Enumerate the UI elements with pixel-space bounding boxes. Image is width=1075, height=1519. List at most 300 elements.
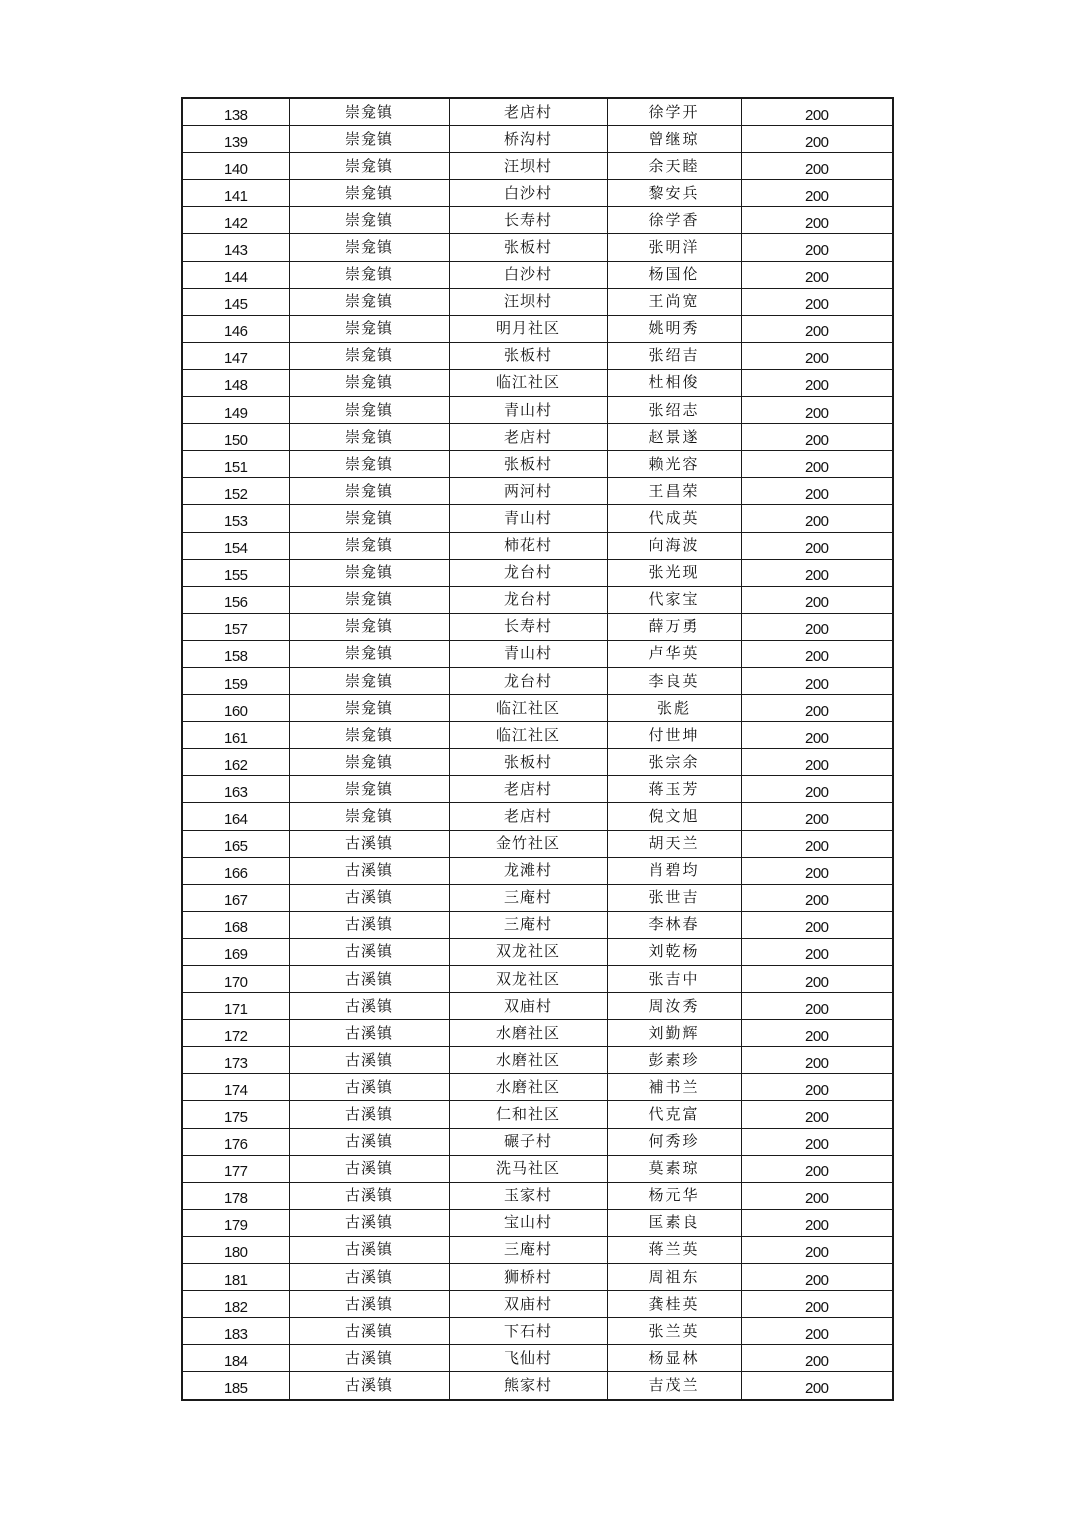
table-row [182,695,893,722]
row-number-cell-text: 146 [223,323,248,341]
town-cell: 崇龛镇 [289,667,449,694]
person-name-cell: 张世吉 [607,884,741,911]
row-number-cell [182,288,289,315]
person-name-cell: 卢华英 [607,640,741,667]
amount-cell-text: 200 [804,919,829,937]
amount-cell [741,640,893,667]
town-cell: 崇龛镇 [289,722,449,749]
village-cell: 张板村 [449,234,607,261]
person-name-cell: 张绍吉 [607,342,741,369]
person-name-cell: 张光现 [607,559,741,586]
amount-cell [741,1209,893,1236]
amount-cell [741,559,893,586]
person-name-cell: 龚桂英 [607,1291,741,1318]
town-cell: 崇龛镇 [289,613,449,640]
person-name-cell: 薛万勇 [607,613,741,640]
amount-cell-text: 200 [804,1109,829,1127]
table-row [182,966,893,993]
table-row [182,613,893,640]
village-cell: 水磨社区 [449,1074,607,1101]
person-name-cell: 向海波 [607,532,741,559]
village-cell: 老店村 [449,803,607,830]
village-cell: 明月社区 [449,315,607,342]
row-number-cell-text: 161 [223,729,248,747]
village-cell: 老店村 [449,424,607,451]
person-name-cell: 张宗余 [607,749,741,776]
person-name-cell: 黎安兵 [607,180,741,207]
table-row [182,884,893,911]
amount-cell-text: 200 [804,1271,829,1289]
row-number-cell-text: 167 [223,892,248,910]
village-cell: 两河村 [449,478,607,505]
row-number-cell [182,776,289,803]
row-number-cell-text: 183 [223,1325,248,1343]
row-number-cell-text: 181 [223,1271,248,1289]
row-number-cell [182,451,289,478]
row-number-cell-text: 173 [223,1054,248,1072]
row-number-cell [182,830,289,857]
table-row [182,1074,893,1101]
person-name-cell: 付世坤 [607,722,741,749]
amount-cell [741,776,893,803]
row-number-cell [182,532,289,559]
village-cell: 宝山村 [449,1209,607,1236]
row-number-cell-text: 185 [223,1379,248,1397]
town-cell: 古溪镇 [289,1182,449,1209]
row-number-cell-text: 176 [223,1136,248,1154]
row-number-cell [182,1101,289,1128]
person-name-cell: 赵景遂 [607,424,741,451]
person-name-cell: 代克富 [607,1101,741,1128]
town-cell: 崇龛镇 [289,207,449,234]
amount-cell-text: 200 [804,350,829,368]
amount-cell [741,424,893,451]
table-row [182,1047,893,1074]
row-number-cell [182,1128,289,1155]
town-cell: 古溪镇 [289,1047,449,1074]
person-name-cell: 余天睦 [607,153,741,180]
village-cell: 双龙社区 [449,938,607,965]
table-row [182,1264,893,1291]
row-number-cell-text: 180 [223,1244,248,1262]
village-cell: 下石村 [449,1318,607,1345]
table-row [182,1236,893,1263]
amount-cell-text: 200 [804,838,829,856]
table-row [182,126,893,153]
amount-cell [741,722,893,749]
row-number-cell-text: 164 [223,810,248,828]
amount-cell-text: 200 [804,214,829,232]
amount-cell-text: 200 [804,404,829,422]
village-cell: 青山村 [449,397,607,424]
person-name-cell: 赖光容 [607,451,741,478]
village-cell: 白沙村 [449,261,607,288]
row-number-cell [182,369,289,396]
amount-cell-text: 200 [804,1027,829,1045]
town-cell: 崇龛镇 [289,695,449,722]
town-cell: 古溪镇 [289,911,449,938]
village-cell: 白沙村 [449,180,607,207]
person-name-cell: 肖碧均 [607,857,741,884]
amount-cell [741,532,893,559]
person-name-cell: 彭素珍 [607,1047,741,1074]
row-number-cell [182,126,289,153]
village-cell: 老店村 [449,98,607,126]
person-name-cell: 杨显林 [607,1345,741,1372]
village-cell: 青山村 [449,640,607,667]
subsidy-roster-table [181,97,894,1401]
village-cell: 龙台村 [449,559,607,586]
row-number-cell [182,695,289,722]
row-number-cell-text: 149 [223,404,248,422]
table-row [182,288,893,315]
table-row [182,911,893,938]
amount-cell [741,397,893,424]
village-cell: 三庵村 [449,884,607,911]
town-cell: 古溪镇 [289,1020,449,1047]
row-number-cell [182,1345,289,1372]
person-name-cell: 徐学开 [607,98,741,126]
person-name-cell: 王昌荣 [607,478,741,505]
town-cell: 崇龛镇 [289,180,449,207]
person-name-cell: 姚明秀 [607,315,741,342]
table-row [182,478,893,505]
town-cell: 崇龛镇 [289,803,449,830]
table-row [182,1128,893,1155]
amount-cell [741,884,893,911]
amount-cell [741,667,893,694]
amount-cell-text: 200 [804,133,829,151]
row-number-cell [182,1020,289,1047]
amount-cell [741,1236,893,1263]
village-cell: 洗马社区 [449,1155,607,1182]
row-number-cell-text: 147 [223,350,248,368]
row-number-cell-text: 151 [223,458,248,476]
amount-cell-text: 200 [804,1244,829,1262]
row-number-cell [182,667,289,694]
row-number-cell-text: 178 [223,1190,248,1208]
amount-cell [741,288,893,315]
row-number-cell [182,884,289,911]
row-number-cell-text: 138 [223,106,248,124]
amount-cell-text: 200 [804,1190,829,1208]
village-cell: 仁和社区 [449,1101,607,1128]
row-number-cell-text: 140 [223,160,248,178]
town-cell: 崇龛镇 [289,98,449,126]
row-number-cell [182,424,289,451]
row-number-cell-text: 175 [223,1109,248,1127]
row-number-cell-text: 172 [223,1027,248,1045]
amount-cell-text: 200 [804,1325,829,1343]
village-cell: 熊家村 [449,1372,607,1400]
village-cell: 老店村 [449,776,607,803]
amount-cell [741,803,893,830]
row-number-cell [182,342,289,369]
amount-cell-text: 200 [804,567,829,585]
village-cell: 狮桥村 [449,1264,607,1291]
row-number-cell [182,207,289,234]
town-cell: 崇龛镇 [289,478,449,505]
person-name-cell: 徐学香 [607,207,741,234]
person-name-cell: 匡素良 [607,1209,741,1236]
person-name-cell: 刘乾杨 [607,938,741,965]
amount-cell-text: 200 [804,106,829,124]
person-name-cell: 曾继琼 [607,126,741,153]
town-cell: 崇龛镇 [289,342,449,369]
table-row [182,1345,893,1372]
town-cell: 崇龛镇 [289,776,449,803]
amount-cell [741,966,893,993]
row-number-cell-text: 160 [223,702,248,720]
amount-cell-text: 200 [804,242,829,260]
amount-cell-text: 200 [804,973,829,991]
row-number-cell-text: 182 [223,1298,248,1316]
amount-cell-text: 200 [804,1136,829,1154]
town-cell: 崇龛镇 [289,288,449,315]
village-cell: 临江社区 [449,369,607,396]
row-number-cell [182,234,289,261]
amount-cell [741,695,893,722]
town-cell: 古溪镇 [289,993,449,1020]
person-name-cell: 倪文旭 [607,803,741,830]
village-cell: 三庵村 [449,1236,607,1263]
town-cell: 崇龛镇 [289,505,449,532]
village-cell: 水磨社区 [449,1047,607,1074]
amount-cell [741,938,893,965]
table-row [182,830,893,857]
table-row [182,1372,893,1400]
person-name-cell: 胡天兰 [607,830,741,857]
village-cell: 长寿村 [449,207,607,234]
town-cell: 崇龛镇 [289,397,449,424]
amount-cell [741,342,893,369]
village-cell: 双龙社区 [449,966,607,993]
table-row [182,993,893,1020]
amount-cell-text: 200 [804,621,829,639]
person-name-cell: 王尚宽 [607,288,741,315]
person-name-cell: 蒋兰英 [607,1236,741,1263]
town-cell: 崇龛镇 [289,424,449,451]
amount-cell-text: 200 [804,1163,829,1181]
amount-cell [741,586,893,613]
row-number-cell-text: 155 [223,567,248,585]
amount-cell [741,1264,893,1291]
village-cell: 龙台村 [449,667,607,694]
row-number-cell-text: 152 [223,485,248,503]
village-cell: 碾子村 [449,1128,607,1155]
town-cell: 古溪镇 [289,857,449,884]
town-cell: 崇龛镇 [289,559,449,586]
row-number-cell-text: 142 [223,214,248,232]
row-number-cell [182,938,289,965]
town-cell: 古溪镇 [289,1345,449,1372]
amount-cell [741,180,893,207]
row-number-cell [182,722,289,749]
amount-cell-text: 200 [804,756,829,774]
town-cell: 古溪镇 [289,1291,449,1318]
table-row [182,776,893,803]
person-name-cell: 周祖东 [607,1264,741,1291]
row-number-cell-text: 141 [223,187,248,205]
amount-cell [741,153,893,180]
row-number-cell [182,98,289,126]
person-name-cell: 刘勤辉 [607,1020,741,1047]
village-cell: 桥沟村 [449,126,607,153]
amount-cell-text: 200 [804,1000,829,1018]
amount-cell-text: 200 [804,377,829,395]
town-cell: 崇龛镇 [289,234,449,261]
village-cell: 飞仙村 [449,1345,607,1372]
town-cell: 古溪镇 [289,830,449,857]
amount-cell-text: 200 [804,160,829,178]
amount-cell [741,234,893,261]
row-number-cell [182,315,289,342]
row-number-cell-text: 171 [223,1000,248,1018]
table-row [182,153,893,180]
amount-cell [741,1182,893,1209]
table-row [182,1155,893,1182]
amount-cell-text: 200 [804,892,829,910]
town-cell: 古溪镇 [289,1128,449,1155]
amount-cell [741,1101,893,1128]
village-cell: 龙台村 [449,586,607,613]
town-cell: 崇龛镇 [289,532,449,559]
row-number-cell [182,1209,289,1236]
town-cell: 崇龛镇 [289,261,449,288]
table-row [182,261,893,288]
amount-cell [741,1291,893,1318]
person-name-cell: 张吉中 [607,966,741,993]
row-number-cell [182,1155,289,1182]
person-name-cell: 蒋玉芳 [607,776,741,803]
amount-cell [741,451,893,478]
table-row [182,559,893,586]
row-number-cell [182,559,289,586]
amount-cell-text: 200 [804,1217,829,1235]
row-number-cell [182,1074,289,1101]
town-cell: 崇龛镇 [289,126,449,153]
village-cell: 汪坝村 [449,288,607,315]
village-cell: 三庵村 [449,911,607,938]
row-number-cell-text: 156 [223,594,248,612]
town-cell: 崇龛镇 [289,749,449,776]
town-cell: 崇龛镇 [289,451,449,478]
person-name-cell: 莫素琼 [607,1155,741,1182]
amount-cell [741,207,893,234]
person-name-cell: 李良英 [607,667,741,694]
table-row [182,505,893,532]
amount-cell [741,993,893,1020]
amount-cell-text: 200 [804,512,829,530]
amount-cell [741,1047,893,1074]
village-cell: 青山村 [449,505,607,532]
amount-cell-text: 200 [804,702,829,720]
amount-cell [741,613,893,640]
person-name-cell: 李林春 [607,911,741,938]
table-row [182,938,893,965]
row-number-cell [182,478,289,505]
amount-cell-text: 200 [804,485,829,503]
table-row [182,1101,893,1128]
row-number-cell-text: 144 [223,269,248,287]
person-name-cell: 杜相俊 [607,369,741,396]
row-number-cell-text: 184 [223,1352,248,1370]
amount-cell-text: 200 [804,431,829,449]
table-row [182,722,893,749]
village-cell: 汪坝村 [449,153,607,180]
town-cell: 古溪镇 [289,938,449,965]
table-row [182,1318,893,1345]
amount-cell-text: 200 [804,594,829,612]
town-cell: 古溪镇 [289,1318,449,1345]
row-number-cell [182,966,289,993]
table-row [182,1182,893,1209]
table-row [182,234,893,261]
row-number-cell-text: 153 [223,512,248,530]
person-name-cell: 代成英 [607,505,741,532]
amount-cell [741,315,893,342]
table-row [182,1291,893,1318]
row-number-cell [182,586,289,613]
row-number-cell [182,153,289,180]
table-row [182,640,893,667]
row-number-cell [182,803,289,830]
town-cell: 崇龛镇 [289,315,449,342]
person-name-cell: 補书兰 [607,1074,741,1101]
village-cell: 双庙村 [449,1291,607,1318]
row-number-cell-text: 148 [223,377,248,395]
row-number-cell [182,1264,289,1291]
row-number-cell-text: 143 [223,242,248,260]
village-cell: 水磨社区 [449,1020,607,1047]
town-cell: 崇龛镇 [289,586,449,613]
person-name-cell: 张彪 [607,695,741,722]
village-cell: 张板村 [449,451,607,478]
person-name-cell: 吉茂兰 [607,1372,741,1400]
row-number-cell-text: 179 [223,1217,248,1235]
amount-cell-text: 200 [804,729,829,747]
town-cell: 古溪镇 [289,1155,449,1182]
village-cell: 柿花村 [449,532,607,559]
row-number-cell [182,993,289,1020]
amount-cell [741,1074,893,1101]
town-cell: 古溪镇 [289,1074,449,1101]
person-name-cell: 张兰英 [607,1318,741,1345]
row-number-cell-text: 168 [223,919,248,937]
town-cell: 崇龛镇 [289,153,449,180]
amount-cell-text: 200 [804,540,829,558]
town-cell: 古溪镇 [289,1372,449,1400]
amount-cell-text: 200 [804,810,829,828]
amount-cell-text: 200 [804,187,829,205]
table-row [182,424,893,451]
roster-table-body [182,98,893,1400]
row-number-cell [182,1372,289,1400]
amount-cell [741,261,893,288]
row-number-cell-text: 163 [223,783,248,801]
town-cell: 古溪镇 [289,966,449,993]
amount-cell [741,1318,893,1345]
amount-cell-text: 200 [804,1298,829,1316]
amount-cell [741,98,893,126]
amount-cell [741,369,893,396]
village-cell: 长寿村 [449,613,607,640]
amount-cell-text: 200 [804,1379,829,1397]
row-number-cell [182,1182,289,1209]
row-number-cell [182,857,289,884]
amount-cell [741,478,893,505]
person-name-cell: 杨国伦 [607,261,741,288]
